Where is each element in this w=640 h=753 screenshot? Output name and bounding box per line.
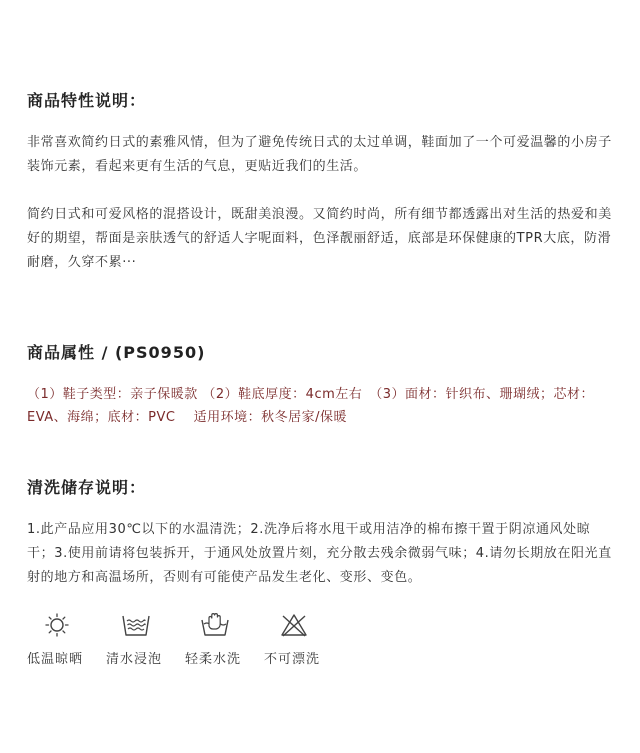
care-label-no-bleach: 不可漂洗 [264, 652, 321, 667]
features-paragraph-2: 简约日式和可爱风格的混搭设计，既甜美浪漫。又简约时尚，所有细节都透露出对生活的热爱和美好的期望，帮面是亲肤透气的舒适人字呢面料，色泽靓丽舒适，底部是环保健康的TPR大底，防滑耐磨，久穿不累··· [27, 207, 612, 270]
care-text: 1.此产品应用30℃以下的水温清洗；2.洗净后将水甩干或用洁净的棉布擦干置于阴凉通风处晾干；3.使用前请将包装拆开，于通风处放置片刻，充分散去残余微弱气味；4.请勿长期放在阳光直射的地方和高温场所，否则有可能使产品发生老化、变形、变色。 [27, 522, 612, 585]
water-soak-icon [121, 612, 151, 638]
care-label-low-temp-dry: 低温晾晒 [27, 652, 84, 667]
attributes-text: （1）鞋子类型：亲子保暖款 （2）鞋底厚度：4cm左右 （3）面材：针织布、珊瑚绒；芯材：EVA、海绵；底材：PVC 适用环境：秋冬居家/保暖 [27, 387, 595, 425]
care-label-water-soak: 清水浸泡 [106, 652, 163, 667]
features-paragraph-1: 非常喜欢简约日式的素雅风情，但为了避免传统日式的太过单调，鞋面加了一个可爱温馨的小房子装饰元素，看起来更有生活的气息，更贴近我们的生活。 [27, 135, 612, 174]
care-title: 清洗储存说明： [27, 478, 147, 497]
no-bleach-icon [279, 612, 309, 638]
features-title: 商品特性说明： [27, 91, 147, 110]
sun-icon [42, 612, 72, 638]
hand-wash-icon [200, 612, 230, 638]
attributes-title: 商品属性 / (PS0950) [27, 343, 206, 362]
care-label-gentle-wash: 轻柔水洗 [185, 652, 242, 667]
